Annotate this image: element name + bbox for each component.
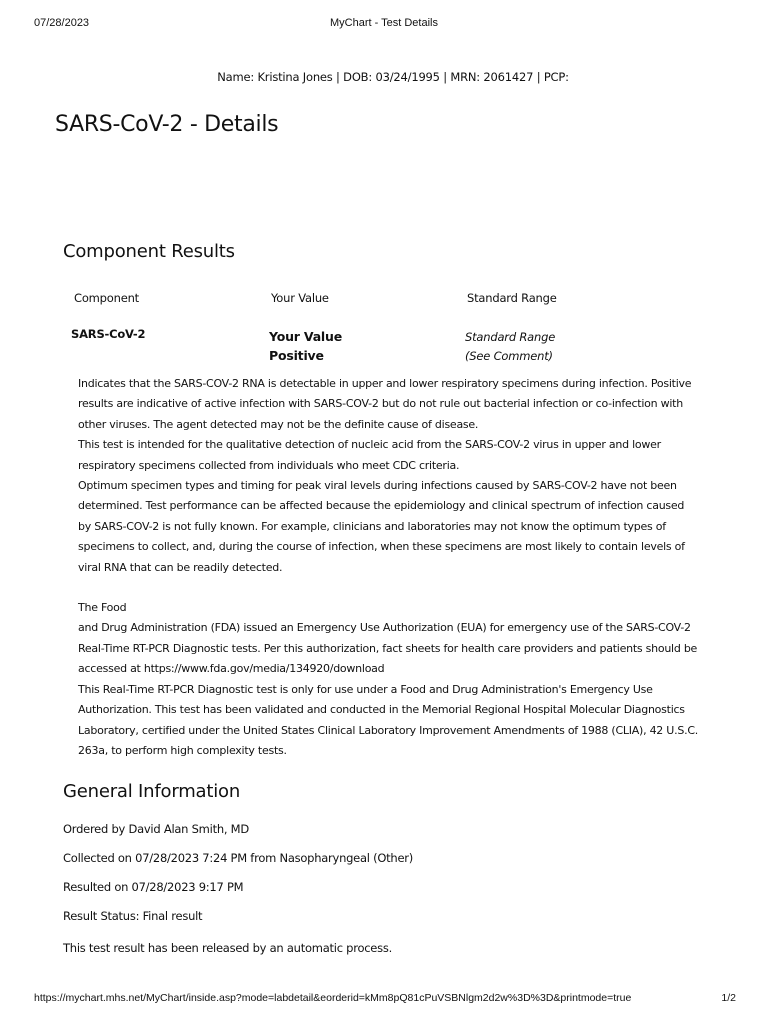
ordered-by: Ordered by David Alan Smith, MD: [63, 822, 249, 836]
page-url: https://mychart.mhs.net/MyChart/inside.asp?mode=labdetail&eorderid=kMm8pQ81cPuVSBNlgm2d2w%3D%3D&printmode=true: [34, 992, 632, 1004]
comment-paragraph: and Drug Administration (FDA) issued an Emergency Use Authorization (EUA) for emergency use of the SARS-COV-2 Real-Time RT-PCR Diagnostic tests. Per this authorization, fact sheets for health care providers and patients should be accessed at https://www.fda.gov/media/134920/download: [78, 621, 698, 676]
comment-paragraph: This Real-Time RT-PCR Diagnostic test is only for use under a Food and Drug Administration's Emergency Use Authorization. This test has been validated and conducted in the Memorial Regional Hospital Molecular Diagnostics Laboratory, certified under the United States Clinical Laboratory Improvement Amendments of 1988 (CLIA), 42 U.S.C. 263a, to perform high complexity tests.: [78, 682, 699, 757]
column-header-your-value: Your Value: [271, 291, 329, 305]
comment-paragraph: Indicates that the SARS-COV-2 RNA is detectable in upper and lower respiratory specimens during infection. Positive results are indicative of active infection with SARS-COV-2 but do not rule out bacterial infection or co-infection with other viruses. The agent detected may not be the definite cause of disease.: [78, 377, 692, 431]
result-comment: [78, 374, 698, 761]
column-header-component: Component: [74, 291, 139, 305]
comment-paragraph: The Food: [78, 601, 127, 615]
page-title: SARS-CoV-2 - Details: [55, 112, 279, 137]
result-value: Positive: [269, 348, 324, 363]
result-range-cell: [465, 328, 555, 366]
result-range: (See Comment): [465, 349, 553, 363]
print-header: [0, 17, 768, 33]
result-status: Result Status: Final result: [63, 909, 203, 923]
patient-info: Name: Kristina Jones | DOB: 03/24/1995 | MRN: 2061427 | PCP:: [217, 70, 569, 84]
comment-paragraph: This test is intended for the qualitative detection of nucleic acid from the SARS-COV-2 virus in upper and lower respiratory specimens collected from individuals who meet CDC criteria.: [78, 438, 661, 472]
result-range-label: Standard Range: [465, 330, 556, 344]
result-value-label: Your Value: [269, 329, 342, 344]
page-number: 1/2: [721, 992, 736, 1004]
print-page-title: MyChart - Test Details: [330, 17, 438, 29]
print-date: 07/28/2023: [34, 17, 90, 29]
print-footer: [0, 992, 768, 1006]
result-component-name: SARS-CoV-2: [71, 327, 146, 341]
resulted-info: Resulted on 07/28/2023 9:17 PM: [63, 880, 244, 894]
comment-spacer: [78, 578, 698, 598]
column-header-standard-range: Standard Range: [467, 291, 557, 305]
comment-paragraph: Optimum specimen types and timing for peak viral levels during infections caused by SARS-COV-2 have not been determined. Test performance can be affected because the epidemiology and clinical spectrum of infection caused by SARS-COV-2 is not fully known. For example, clinicians and laboratories may not know the optimum types of specimens to collect, and, during the course of infection, when these specimens are most likely to contain levels of viral RNA that can be readily detected.: [78, 479, 685, 574]
general-information-heading: General Information: [63, 781, 241, 802]
release-note: This test result has been released by an automatic process.: [63, 941, 393, 955]
result-value-cell: [269, 327, 342, 365]
collected-info: Collected on 07/28/2023 7:24 PM from Nasopharyngeal (Other): [63, 851, 414, 865]
component-results-heading: Component Results: [63, 241, 235, 262]
